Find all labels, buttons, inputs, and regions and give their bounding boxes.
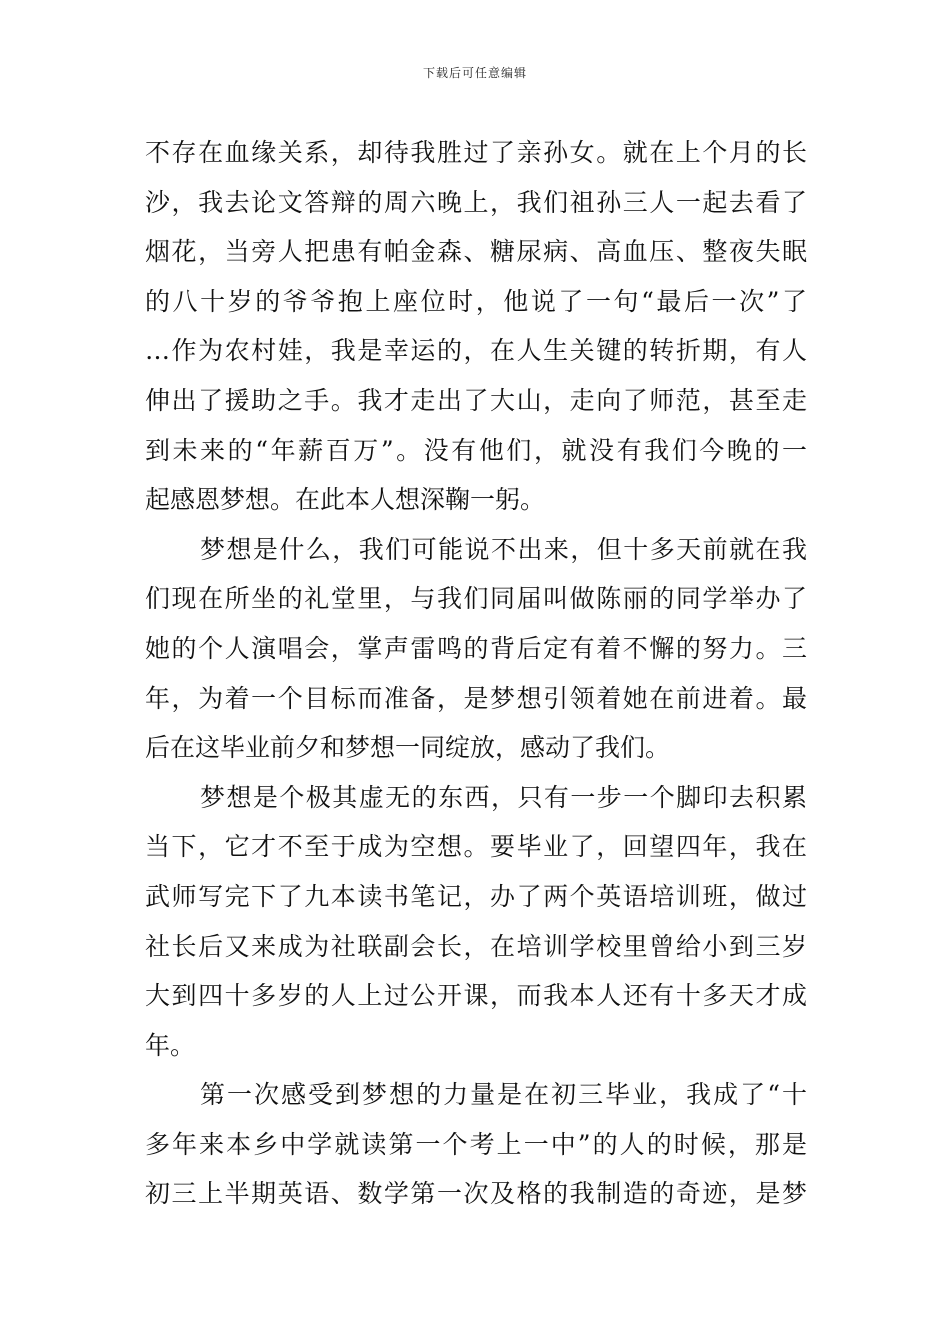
text-line: 不存在血缘关系，却待我胜过了亲孙女。就在上个月的长: [145, 138, 807, 167]
text-line: 大到四十多岁的人上过公开课，而我本人还有十多天才成: [145, 981, 807, 1011]
paragraph-4: [145, 1070, 807, 1219]
text-line: 的八十岁的爷爷抱上座位时，他说了一句“最后一次”了: [145, 286, 807, 316]
paragraph-3: [145, 773, 807, 1071]
text-line: 梦想是什么，我们可能说不出来，但十多天前就在我: [200, 534, 807, 564]
paragraph-1: [145, 128, 807, 525]
text-line: 当下，它才不至于成为空想。要毕业了，回望四年，我在: [145, 832, 807, 862]
text-line: 到未来的“年薪百万”。没有他们，就没有我们今晚的一: [145, 435, 807, 465]
text-line: 第一次感受到梦想的力量是在初三毕业，我成了“十: [200, 1080, 807, 1110]
text-line: 社长后又来成为社联副会长，在培训学校里曾给小到三岁: [145, 931, 807, 961]
text-line: 后在这毕业前夕和梦想一同绽放，感动了我们。: [145, 733, 671, 763]
document-body: [145, 128, 807, 1219]
text-line: 起感恩梦想。在此本人想深鞠一躬。: [145, 485, 546, 515]
text-line: 沙，我去论文答辩的周六晚上，我们祖孙三人一起去看了: [145, 187, 807, 217]
text-line: 烟花，当旁人把患有帕金森、糖尿病、高血压、整夜失眠: [145, 237, 807, 267]
text-line: 武师写完下了九本读书笔记，办了两个英语培训班，做过: [145, 881, 807, 911]
text-line: 年。: [145, 1030, 196, 1060]
text-line: 初三上半期英语、数学第一次及格的我制造的奇迹，是梦: [145, 1179, 807, 1209]
text-line: …作为农村娃，我是幸运的，在人生关键的转折期，有人: [145, 336, 807, 366]
text-line: 多年来本乡中学就读第一个考上一中”的人的时候，那是: [145, 1129, 807, 1159]
page-header: 下载后可任意编辑: [422, 66, 527, 80]
text-line: 她的个人演唱会，掌声雷鸣的背后定有着不懈的努力。三: [145, 633, 807, 663]
text-line: 年，为着一个目标而准备，是梦想引领着她在前进着。最: [145, 683, 807, 713]
paragraph-2: [145, 525, 807, 773]
text-line: 伸出了援助之手。我才走出了大山，走向了师范，甚至走: [145, 385, 807, 415]
text-line: 梦想是个极其虚无的东西，只有一步一个脚印去积累: [200, 782, 807, 812]
text-line: 们现在所坐的礼堂里，与我们同届叫做陈丽的同学举办了: [145, 584, 807, 614]
